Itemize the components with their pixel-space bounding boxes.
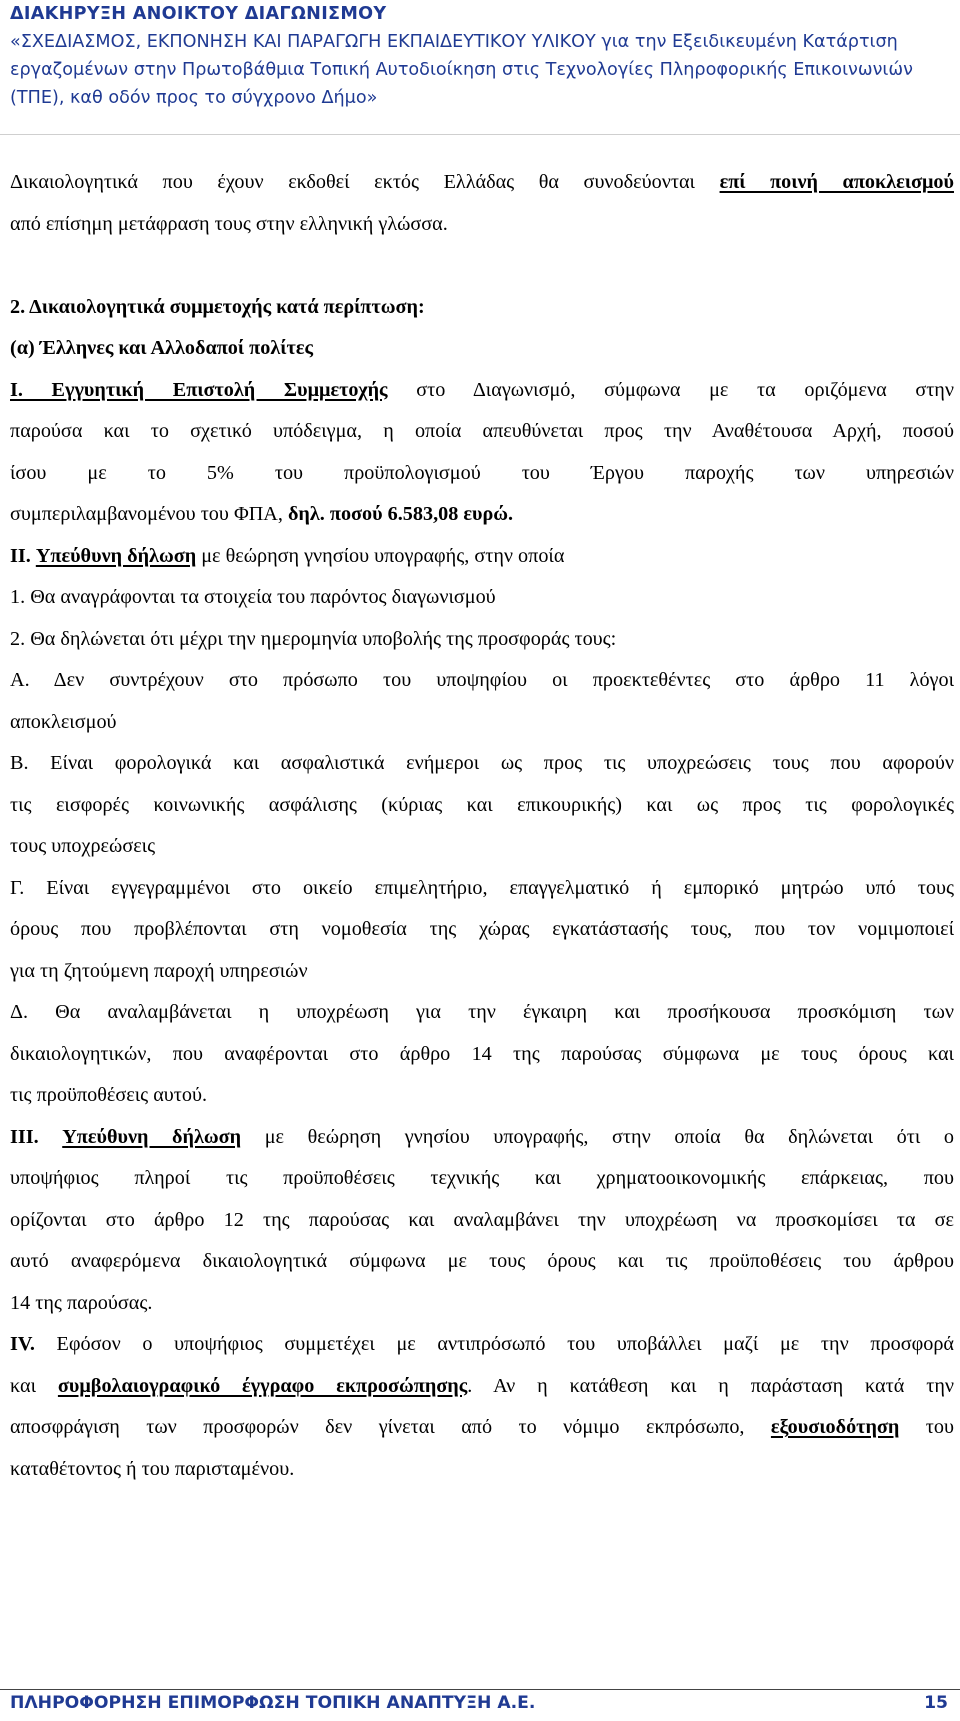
item-2-line-1: II. Υπεύθυνη δήλωση με θεώρηση γνησίου υπογραφής, στην οποία (10, 544, 565, 567)
header-title: ΔΙΑΚΗΡΥΞΗ ΑΝΟΙΚΤΟΥ ΔΙΑΓΩΝΙΣΜΟΥ (10, 4, 387, 24)
item-2-A-line-1: Α. Δεν συντρέχουν στο πρόσωπο του υποψηφίου οι προεκτεθέντες στο άρθρο 11 λόγοι (10, 669, 954, 691)
header-subtitle-line-3: (ΤΠΕ), καθ οδόν προς το σύγχρονο Δήμο» (10, 88, 378, 108)
intro-line-2: από επίσημη μετάφραση τους στην ελληνική γλώσσα. (10, 212, 448, 235)
item-2-B-line-1: Β. Είναι φορολογικά και ασφαλιστικά ενήμεροι ως προς τις υποχρεώσεις τους που αφορούν (10, 752, 954, 774)
item-2-D-line-1: Δ. Θα αναλαμβάνεται η υποχρέωση για την έγκαιρη και προσήκουσα προσκόμιση των (10, 1001, 954, 1023)
item-3-line-2: υποψήφιος πληροί τις προϋποθέσεις τεχνικής και χρηματοοικονομικής επάρκειας, που (10, 1167, 954, 1189)
exclusion-penalty-text: επί ποινή αποκλεισμού (719, 171, 954, 193)
document-body (10, 162, 954, 1490)
item-3-line-1: III. Υπεύθυνη δήλωση με θεώρηση γνησίου υπογραφής, στην οποία θα δηλώνεται ότι ο (10, 1125, 954, 1148)
item-2-C-line-1: Γ. Είναι εγγεγραμμένοι στο οικείο επιμελητήριο, επαγγελματικό ή εμπορικό μητρώο υπό τους (10, 876, 954, 899)
subsection-heading: (α) Έλληνες και Αλλοδαποί πολίτες (10, 337, 313, 359)
item-1-title: I. Εγγυητική Επιστολή Συμμετοχής (10, 378, 388, 401)
item-2-sub-1: 1. Θα αναγράφονται τα στοιχεία του παρόντος διαγωνισμού (10, 586, 496, 608)
item-1-line-3: ίσου με το 5% του προϋπολογισμού του Έργου παροχής των υπηρεσιών (10, 461, 954, 484)
item-3-line-3: ορίζονται στο άρθρο 12 της παρούσας και αναλαμβάνει την υποχρέωση να προσκομίσει τα σε (10, 1208, 954, 1231)
item-4-line-1: IV. Εφόσον ο υποψήφιος συμμετέχει με αντιπρόσωπό του υποβάλλει μαζί με την προσφορά (10, 1333, 954, 1355)
item-2-D-line-3: τις προϋποθέσεις αυτού. (10, 1084, 208, 1106)
document-header (10, 0, 950, 112)
notarial-document-text: συμβολαιογραφικό έγγραφο εκπροσώπησης (57, 1374, 468, 1397)
item-3-line-5: 14 της παρούσας. (10, 1291, 153, 1314)
page-number: 15 (924, 1693, 948, 1713)
section-heading: 2. Δικαιολογητικά συμμετοχής κατά περίπτωση: (10, 295, 425, 318)
guarantee-amount: δηλ. ποσού 6.583,08 ευρώ. (287, 503, 514, 525)
item-3-title: Υπεύθυνη δήλωση (62, 1125, 242, 1148)
intro-line-1: Δικαιολογητικά που έχουν εκδοθεί εκτός Ελλάδας θα συνοδεύονται επί ποινή αποκλεισμού (10, 171, 954, 193)
item-2-title: Υπεύθυνη δήλωση (35, 544, 197, 567)
item-2-sub-2: 2. Θα δηλώνεται ότι μέχρι την ημερομηνία υποβολής της προσφοράς τους: (10, 627, 617, 650)
item-4-line-4: καταθέτοντος ή του παρισταμένου. (10, 1457, 295, 1480)
item-2-A-line-2: αποκλεισμού (10, 710, 117, 733)
header-subtitle-line-2: εργαζομένων στην Πρωτοβάθμια Τοπική Αυτοδιοίκηση στις Τεχνολογίες Πληροφορικής Επικοινωνιών (10, 60, 913, 80)
item-4-line-2: και συμβολαιογραφικό έγγραφο εκπροσώπησης. Αν η κατάθεση και η παράσταση κατά την (10, 1374, 955, 1397)
item-2-C-line-3: για τη ζητούμενη παροχή υπηρεσιών (10, 959, 308, 982)
item-2-B-line-3: τους υποχρεώσεις (10, 835, 156, 857)
item-1-line-1: I. Εγγυητική Επιστολή Συμμετοχής στο Διαγωνισμό, σύμφωνα με τα οριζόμενα στην (10, 378, 954, 401)
item-2-C-line-2: όρους που προβλέπονται στη νομοθεσία της χώρας εγκατάστασής τους, που τον νομιμοποιεί (10, 918, 954, 940)
item-4-line-3: αποσφράγιση των προσφορών δεν γίνεται από το νόμιμο εκπρόσωπο, εξουσιοδότηση του (10, 1416, 955, 1438)
header-divider (0, 134, 960, 135)
item-1-line-4: συμπεριλαμβανομένου του ΦΠΑ, δηλ. ποσού 6.583,08 ευρώ. (10, 503, 514, 525)
spacer (10, 245, 954, 287)
footer-divider (0, 1689, 960, 1690)
item-1-line-2: παρούσα και το σχετικό υπόδειγμα, η οποία απευθύνεται προς την Αναθέτουσα Αρχή, ποσού (10, 420, 954, 442)
item-3-line-4: αυτό αναφερόμενα δικαιολογητικά σύμφωνα με τους όρους και τις προϋποθέσεις του άρθρου (10, 1250, 954, 1272)
authorization-text: εξουσιοδότηση (770, 1416, 900, 1438)
item-2-B-line-2: τις εισφορές κοινωνικής ασφάλισης (κύριας και επικουρικής) και ως προς τις φορολογικές (10, 793, 954, 816)
header-subtitle-line-1: «ΣΧΕΔΙΑΣΜΟΣ, ΕΚΠΟΝΗΣΗ ΚΑΙ ΠΑΡΑΓΩΓΗ ΕΚΠΑΙΔΕΥΤΙΚΟΥ ΥΛΙΚΟΥ για την Εξειδικευμένη Κατάρτιση (10, 32, 898, 52)
item-2-D-line-2: δικαιολογητικών, που αναφέρονται στο άρθρο 14 της παρούσας σύμφωνα με τους όρους και (10, 1042, 954, 1065)
footer-organization: ΠΛΗΡΟΦΟΡΗΣΗ ΕΠΙΜΟΡΦΩΣΗ ΤΟΠΙΚΗ ΑΝΑΠΤΥΞΗ Α.Ε. (10, 1693, 536, 1713)
